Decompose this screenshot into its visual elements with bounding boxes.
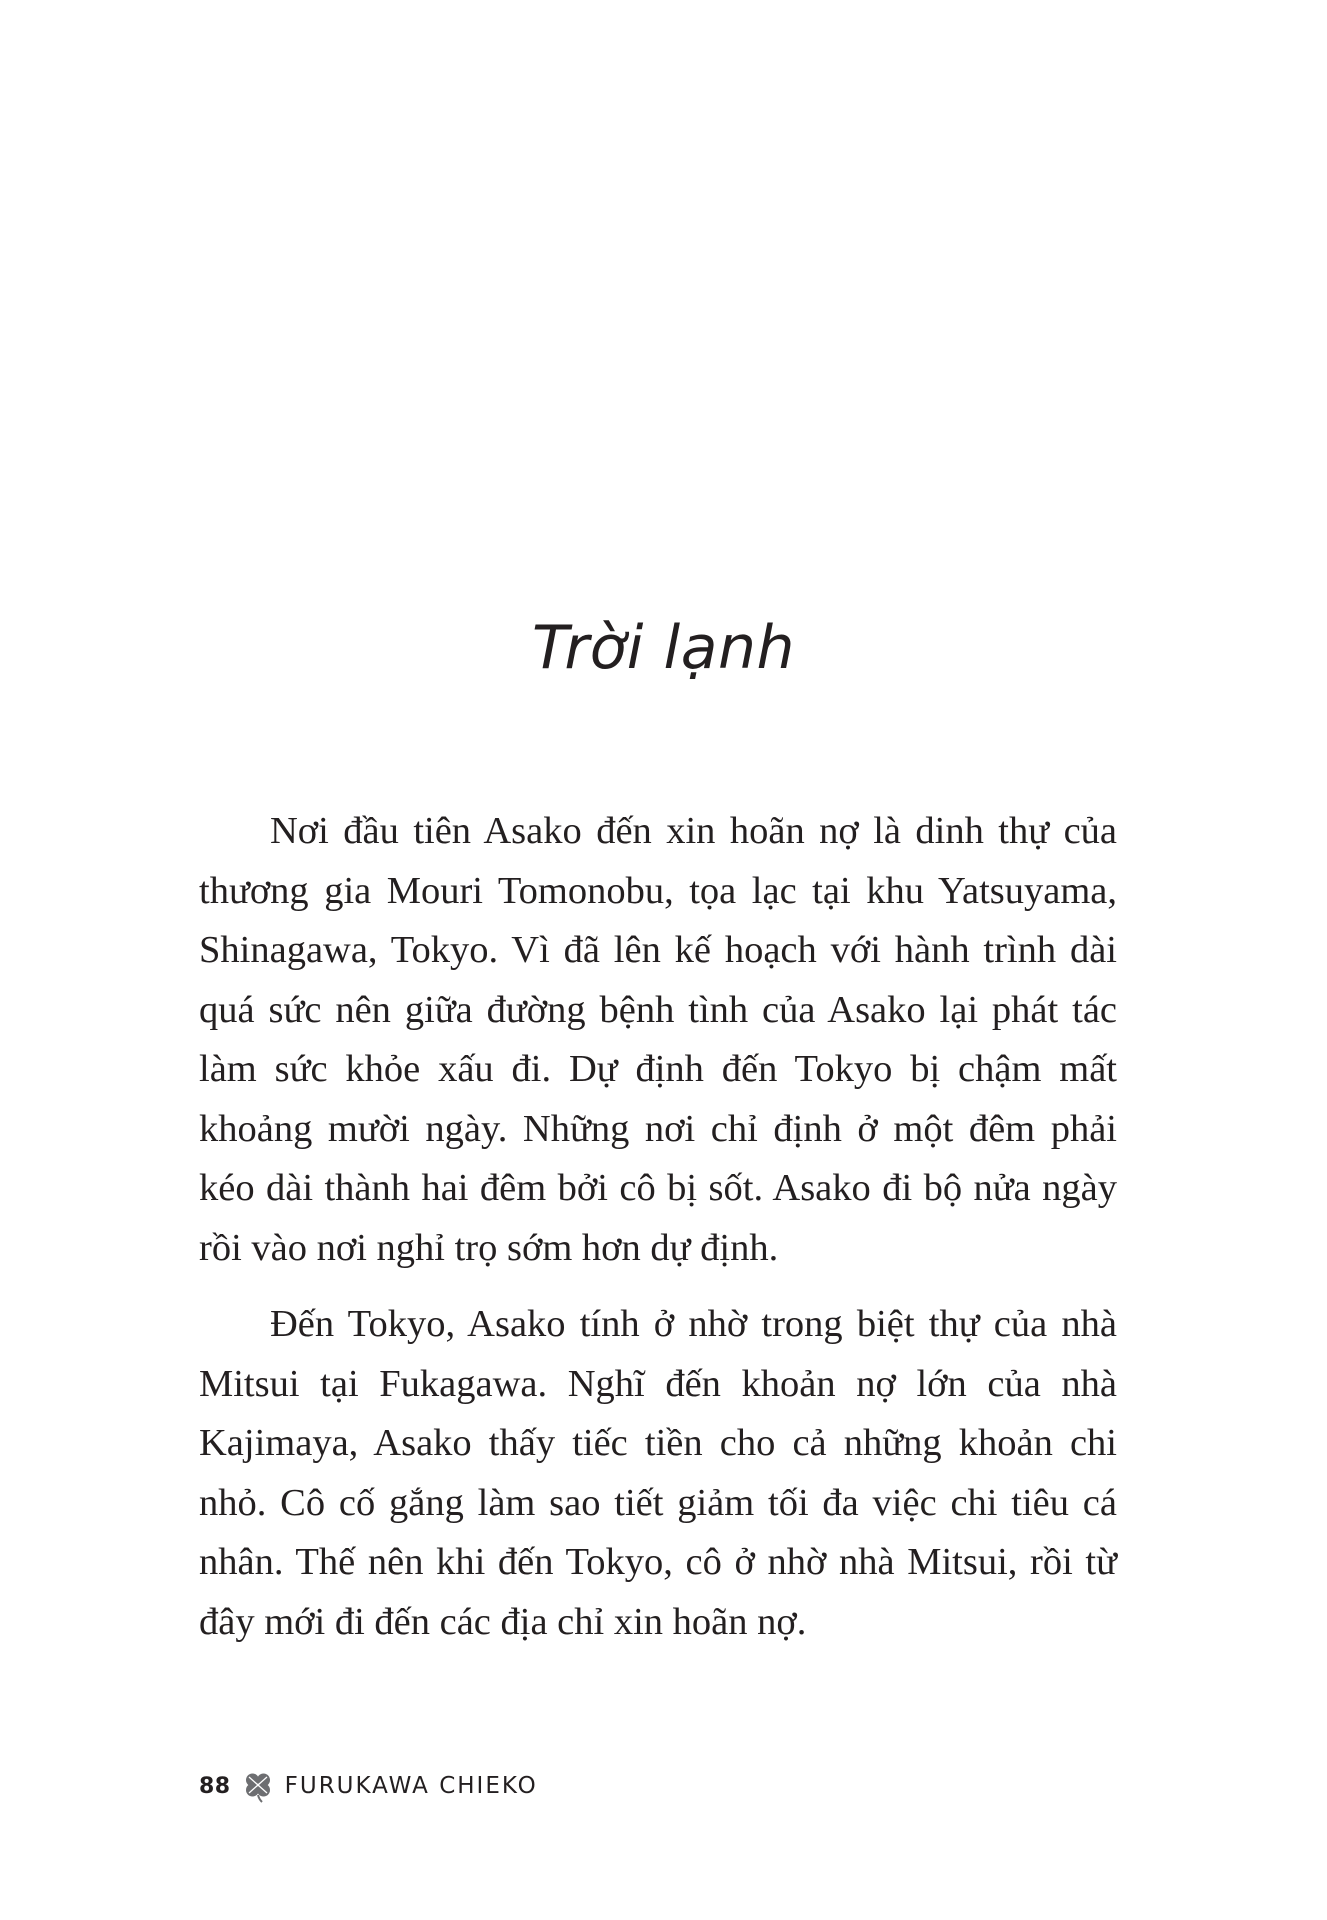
- author-name: FURUKAWA CHIEKO: [284, 1773, 538, 1799]
- paragraph-1: Nơi đầu tiên Asako đến xin hoãn nợ là dinh thự của thương gia Mouri Tomonobu, tọa lạc tại khu Yatsuyama, Shinagawa, Tokyo. Vì đã lên kế hoạch với hành trình dài quá sức nên giữa đường bệnh tình của Asako lại phát tác làm sức khỏe xấu đi. Dự định đến Tokyo bị chậm mất khoảng mười ngày. Những nơi chỉ định ở một đêm phải kéo dài thành hai đêm bởi cô bị sốt. Asako đi bộ nửa ngày rồi vào nơi nghỉ trọ sớm hơn dự định.: [199, 810, 1117, 1269]
- chapter-body: [199, 802, 1117, 1669]
- chapter-title: Trời lạnh: [531, 613, 796, 683]
- paragraph-2: Đến Tokyo, Asako tính ở nhờ trong biệt thự của nhà Mitsui tại Fukagawa. Nghĩ đến khoản nợ lớn của nhà Kajimaya, Asako thấy tiếc tiền cho cả những khoản chi nhỏ. Cô cố gắng làm sao tiết giảm tối đa việc chi tiêu cá nhân. Thế nên khi đến Tokyo, cô ở nhờ nhà Mitsui, rồi từ đây mới đi đến các địa chỉ xin hoãn nợ.: [199, 1303, 1117, 1643]
- page-number: 88: [199, 1773, 231, 1799]
- clover-icon: [241, 1769, 275, 1803]
- page-footer: [199, 1766, 538, 1806]
